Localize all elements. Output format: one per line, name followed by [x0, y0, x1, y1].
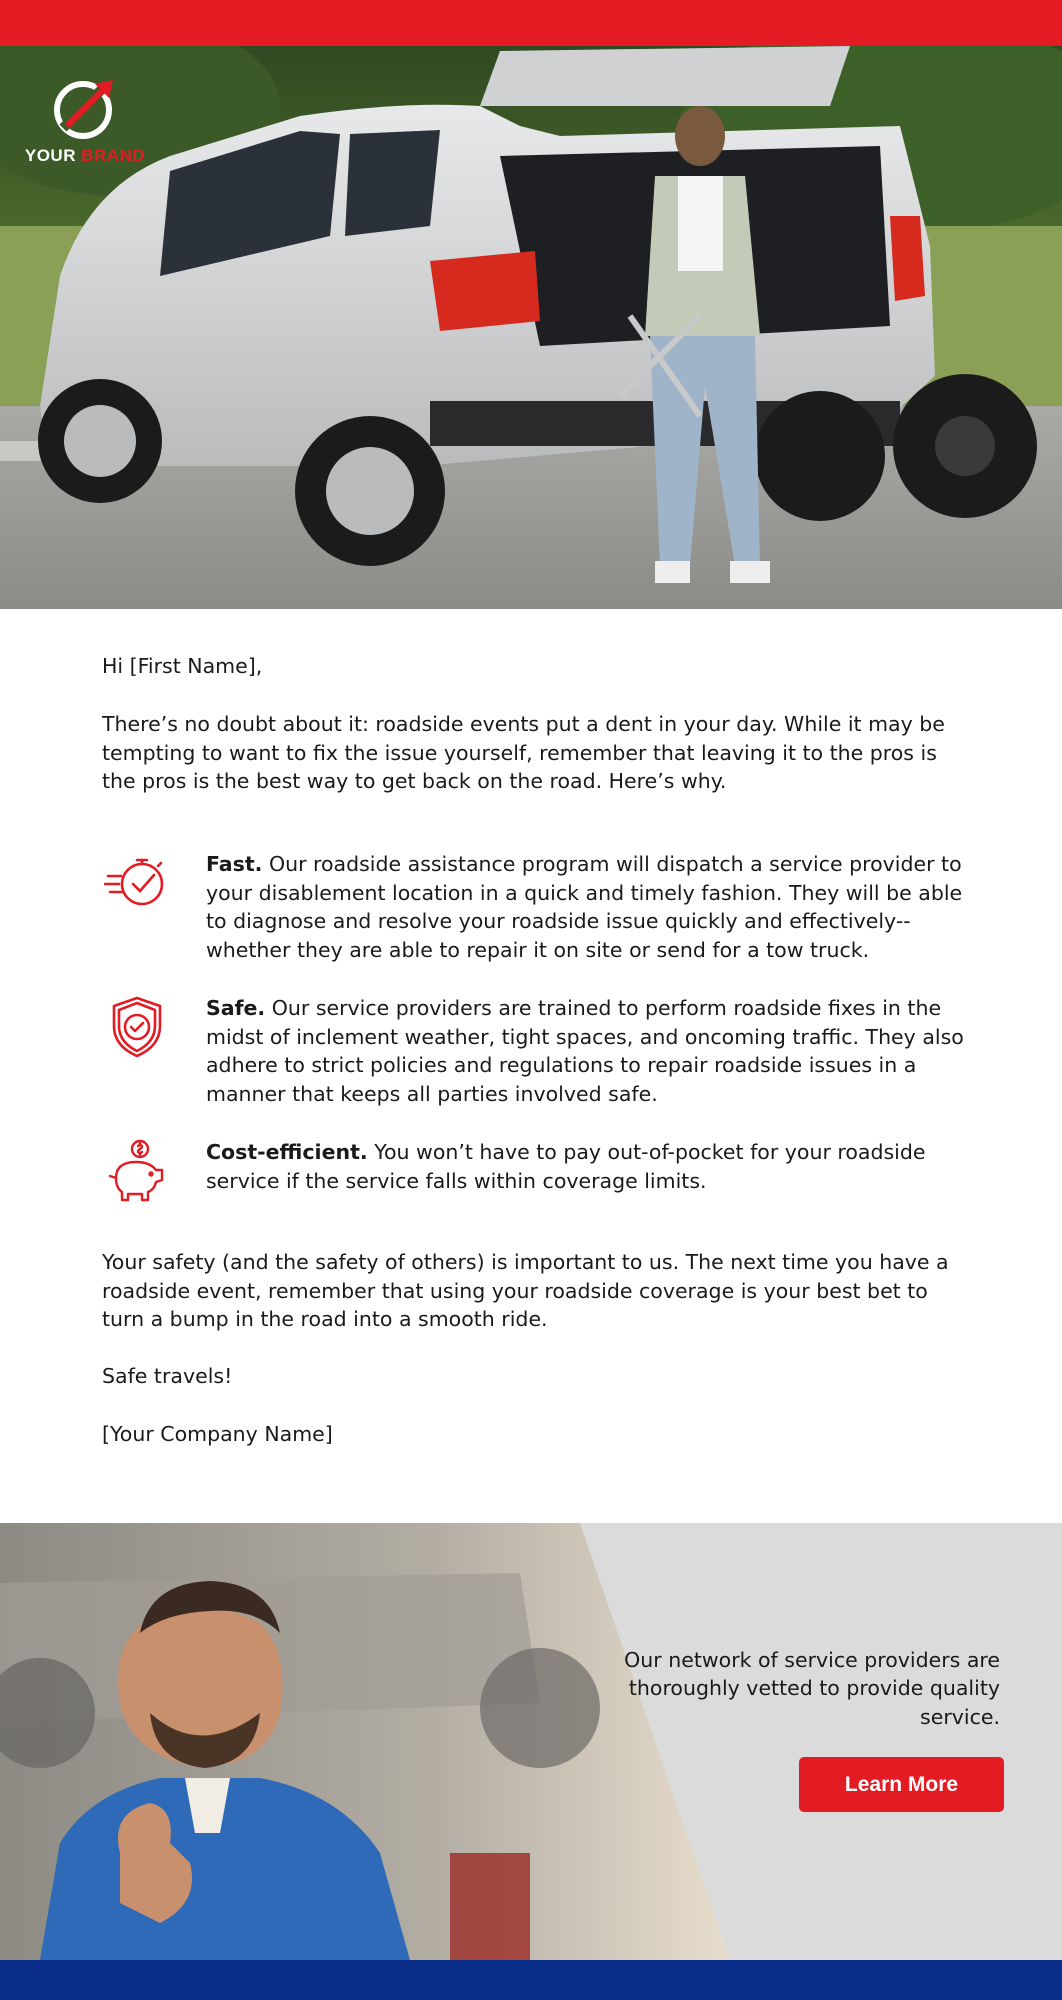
feature-safe-title: Safe.	[206, 996, 266, 1020]
top-brand-bar	[0, 0, 1062, 46]
logo-wordmark	[20, 146, 150, 166]
stopwatch-check-icon	[104, 850, 170, 916]
bottom-brand-bar	[0, 1960, 1062, 2000]
feature-fast-body: Our roadside assistance program will dispatch a service provider to your disablement location in a quick and timely fashion. They will be able to diagnose and resolve your roadside issue quickly and effectively--whether they are able to repair it on site or send for a tow truck.	[206, 852, 963, 962]
mechanic-photo	[0, 1523, 1062, 1960]
shield-check-icon	[104, 994, 170, 1060]
hero-illustration	[0, 46, 1062, 609]
signature: [Your Company Name]	[102, 1422, 333, 1446]
learn-more-button[interactable]: Learn More	[799, 1757, 1004, 1812]
cta-message: Our network of service providers are thoroughly vetted to provide quality service.	[624, 1647, 1000, 1729]
feature-safe-text	[206, 994, 966, 1108]
feature-fast-text	[206, 850, 966, 964]
piggy-bank-icon	[104, 1138, 170, 1204]
logo-word-brand: BRAND	[81, 146, 146, 165]
intro-paragraph: There’s no doubt about it: roadside events put a dent in your day. While it may be tempting to want to fix the issue yourself, remember that leaving it to the pros is the pros is the best way to get back on the road. Here’s why.	[102, 712, 945, 793]
feature-cost-text	[206, 1138, 966, 1195]
feature-fast-title: Fast.	[206, 852, 263, 876]
feature-safe-body: Our service providers are trained to perform roadside fixes in the midst of inclement weather, tight spaces, and oncoming traffic. They also adhere to strict policies and regulations to repair roadside issues in a manner that keeps all parties involved safe.	[206, 996, 964, 1106]
feature-cost-title: Cost-efficient.	[206, 1140, 368, 1164]
greeting: Hi [First Name],	[102, 654, 263, 678]
brand-logo[interactable]	[20, 76, 150, 166]
logo-word-your: YOUR	[24, 146, 76, 165]
feature-cost-body: You won’t have to pay out-of-pocket for your roadside service if the service falls within coverage limits.	[206, 1140, 926, 1193]
closing-paragraph: Your safety (and the safety of others) is important to us. The next time you have a roadside event, remember that using your roadside coverage is your best bet to turn a bump in the road into a smooth ride.	[102, 1250, 949, 1331]
hero-image	[0, 46, 1062, 609]
logo-emblem-icon	[53, 76, 117, 140]
signoff: Safe travels!	[102, 1364, 233, 1388]
footer-cta-band	[0, 1523, 1062, 1960]
